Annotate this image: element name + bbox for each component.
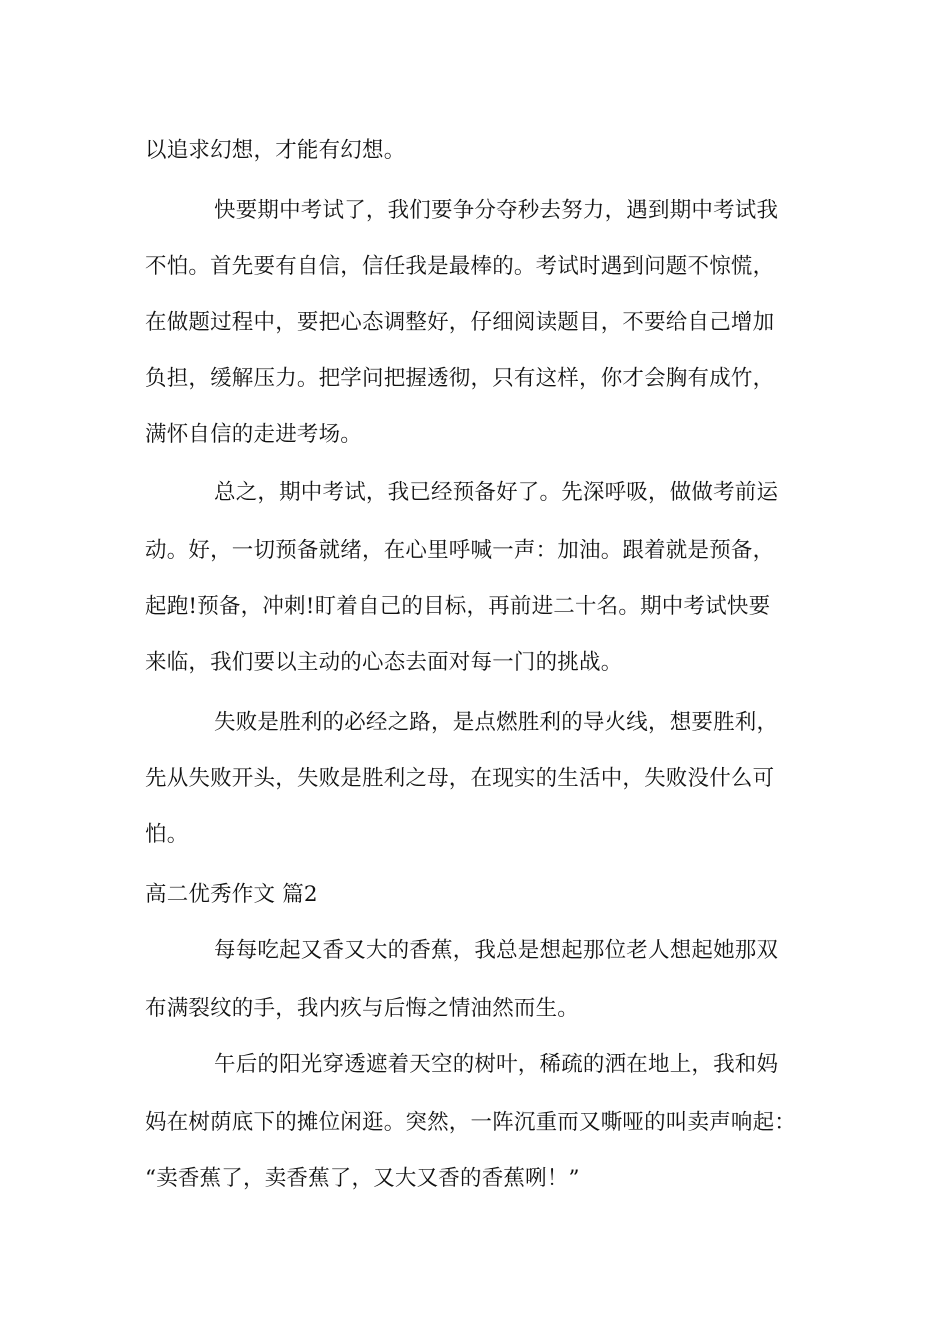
paragraph-first-line: 快要期中考试了，我们要争分夺秒去努力，遇到期中考试我: [214, 198, 779, 223]
section-heading: 高二优秀作文 篇2: [145, 882, 318, 907]
text-line: “卖香蕉了，卖香蕉了，又大又香的香蕉咧！”: [145, 1166, 580, 1191]
text-line: 起跑!预备，冲刺!盯着自己的目标，再前进二十名。期中考试快要: [145, 594, 771, 619]
text-line: 负担，缓解压力。把学问把握透彻，只有这样，你才会胸有成竹，: [145, 366, 775, 391]
paragraph-first-line: 失败是胜利的必经之路，是点燃胜利的导火线，想要胜利，: [214, 710, 779, 735]
text-line: 来临，我们要以主动的心态去面对每一门的挑战。: [145, 650, 623, 675]
text-line: 先从失败开头，失败是胜利之母，在现实的生活中，失败没什么可: [145, 766, 775, 791]
text-line: 以追求幻想，才能有幻想。: [145, 138, 406, 163]
text-line: 怕。: [145, 822, 189, 847]
paragraph-first-line: 每每吃起又香又大的香蕉，我总是想起那位老人想起她那双: [214, 938, 779, 963]
text-line: 满怀自信的走进考场。: [145, 422, 363, 447]
text-line: 动。好，一切预备就绪，在心里呼喊一声：加油。跟着就是预备，: [145, 538, 775, 563]
text-line: 布满裂纹的手，我内疚与后悔之情油然而生。: [145, 996, 580, 1021]
text-line: 妈在树荫底下的摊位闲逛。突然，一阵沉重而又嘶哑的叫卖声响起：: [145, 1110, 797, 1135]
text-line: 不怕。首先要有自信，信任我是最棒的。考试时遇到问题不惊慌，: [145, 254, 775, 279]
paragraph-first-line: 午后的阳光穿透遮着天空的树叶，稀疏的洒在地上，我和妈: [214, 1052, 779, 1077]
text-line: 在做题过程中，要把心态调整好，仔细阅读题目，不要给自己增加: [145, 310, 775, 335]
paragraph-first-line: 总之，期中考试，我已经预备好了。先深呼吸，做做考前运: [214, 480, 779, 505]
